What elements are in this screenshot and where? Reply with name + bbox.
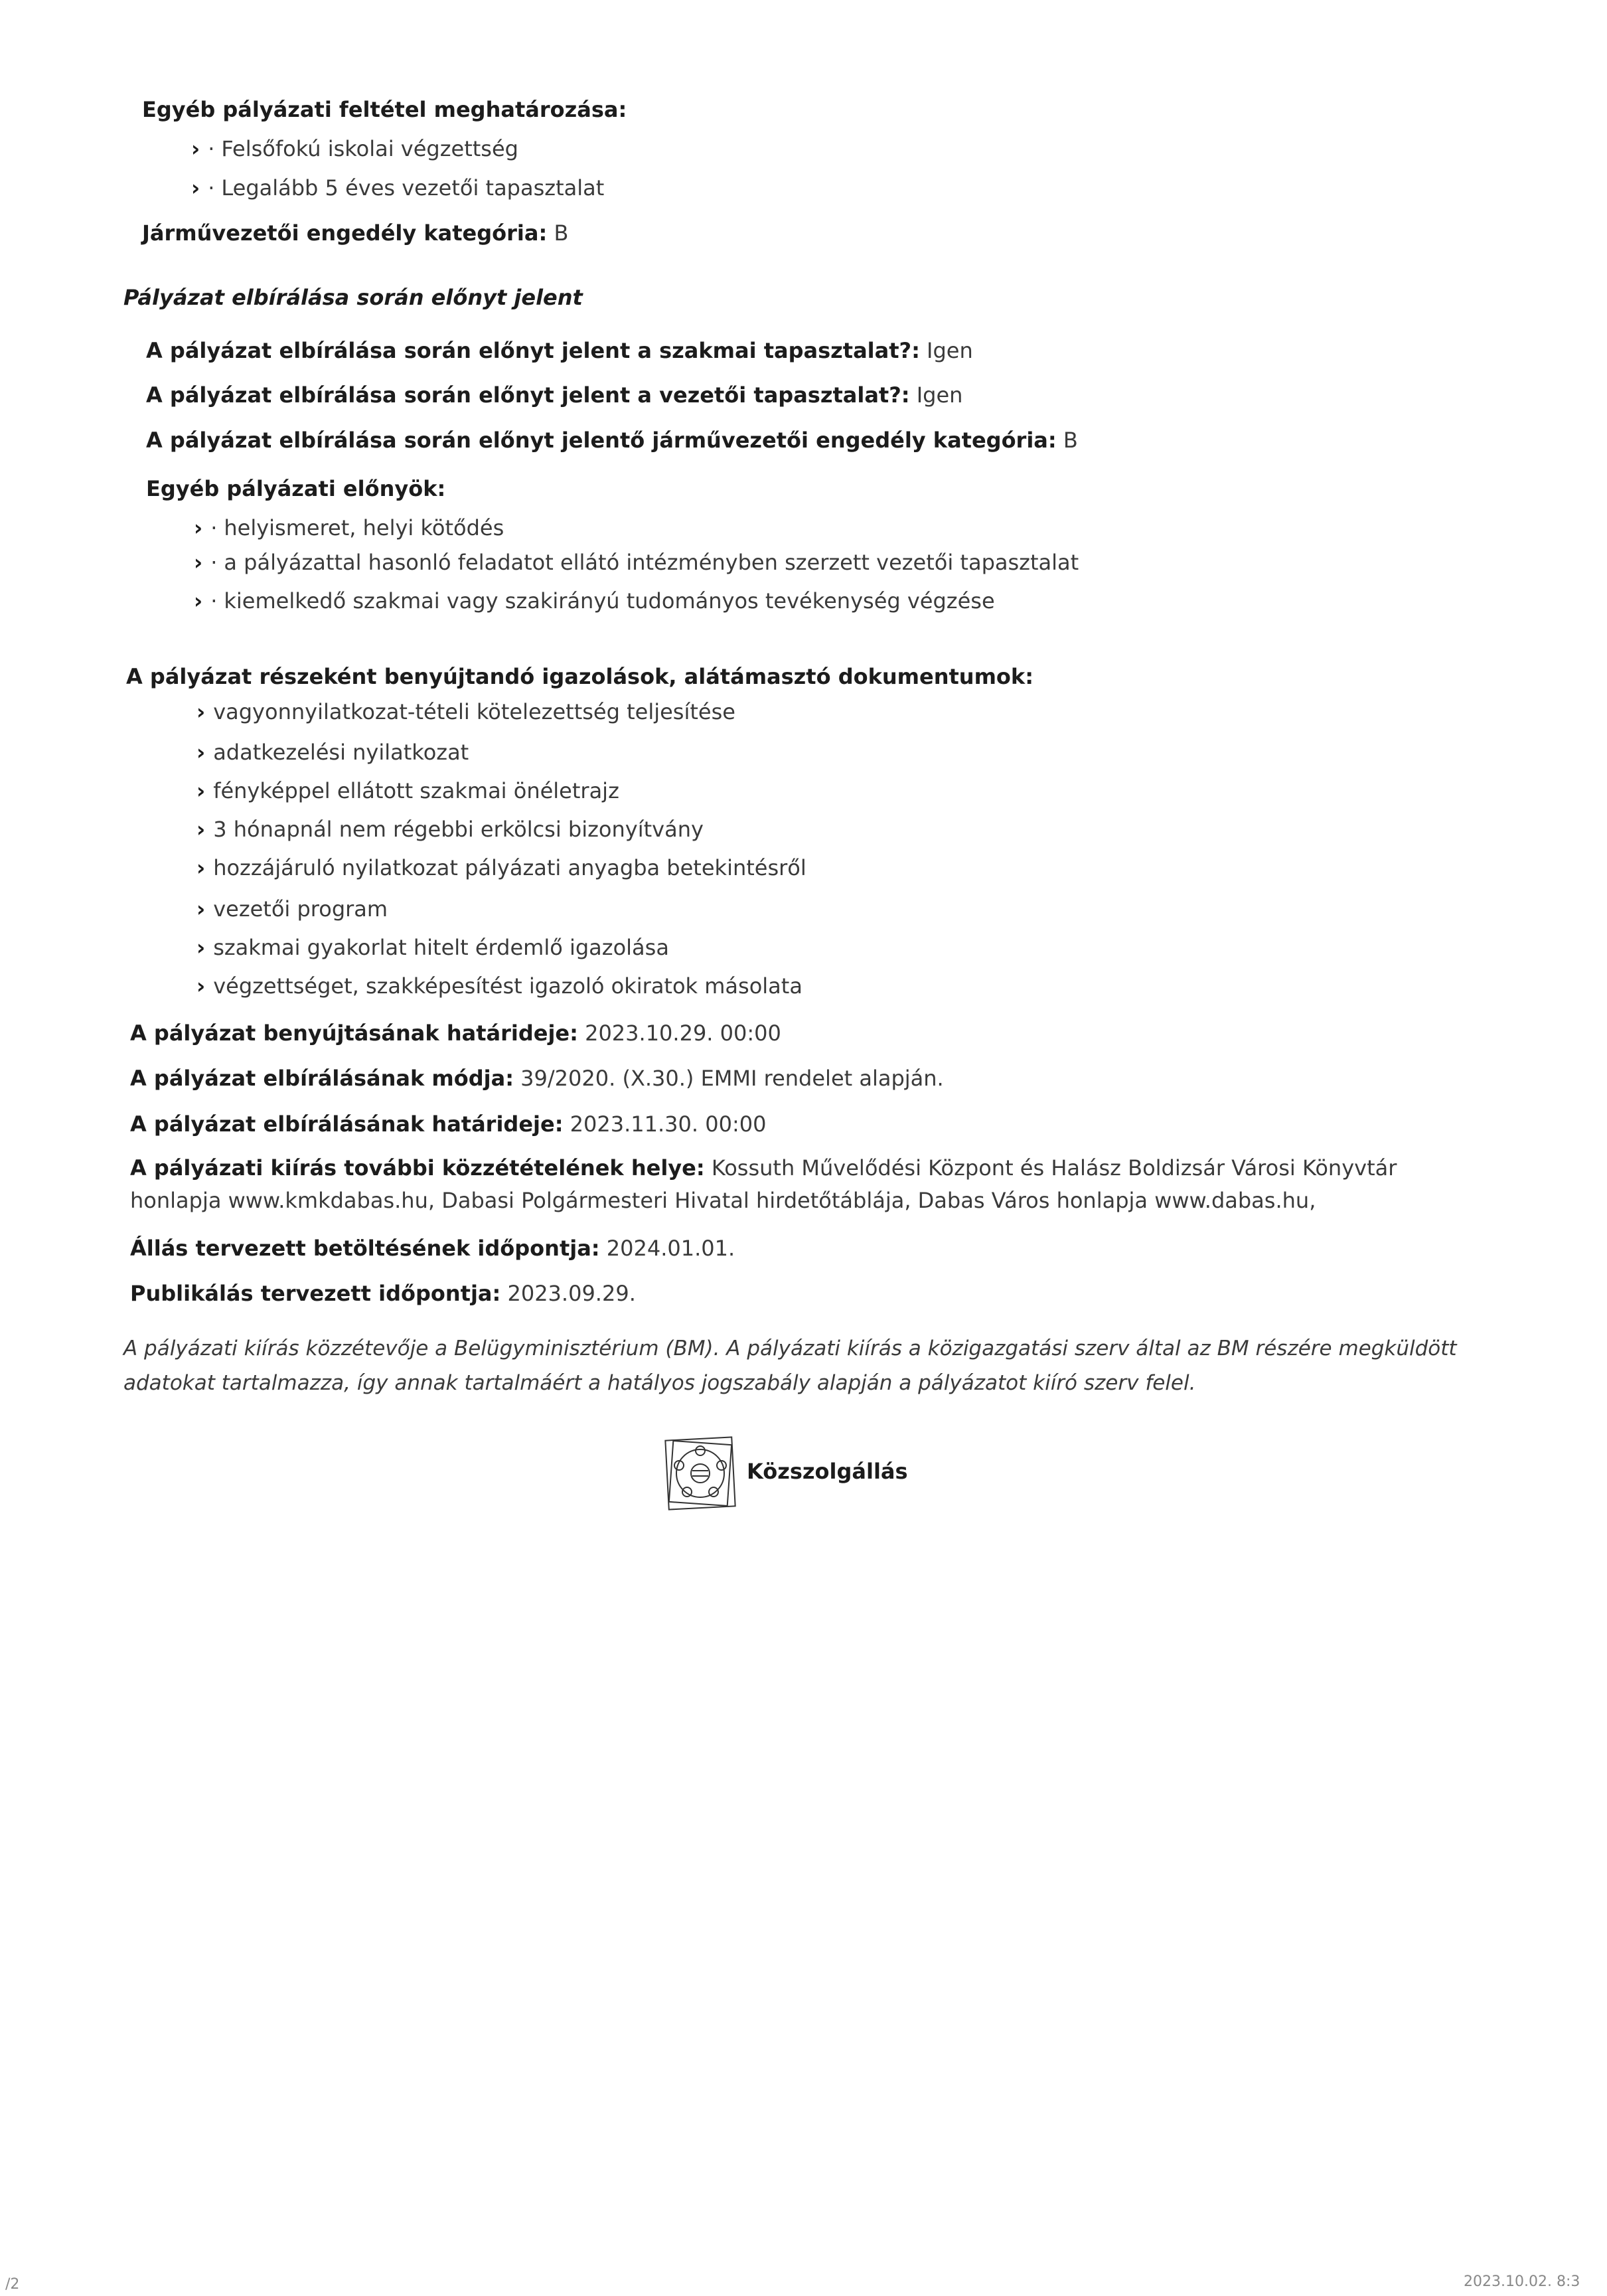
chevron-right-icon: ›: [196, 778, 206, 803]
chevron-right-icon: ›: [196, 699, 206, 724]
advantage-professional: A pályázat elbírálása során előnyt jelent a szakmai tapasztalat?: Igen: [146, 338, 973, 363]
bullet-dot: ·: [208, 136, 215, 161]
kozszolgallas-logo-icon: [660, 1431, 740, 1517]
bullet-dot: ·: [208, 175, 215, 201]
document-item: › 3 hónapnál nem régebbi erkölcsi bizonyítvány: [196, 817, 704, 842]
advantage-item: › · helyismeret, helyi kötődés: [194, 515, 504, 540]
planned-filling-date: Állás tervezett betöltésének időpontja: 2024.01.01.: [130, 1236, 735, 1261]
advantage-license: A pályázat elbírálása során előnyt jelentő járművezetői engedély kategória: B: [146, 428, 1078, 453]
other-advantages-heading: Egyéb pályázati előnyök:: [146, 476, 446, 501]
document-item: › adatkezelési nyilatkozat: [196, 740, 469, 765]
document-item: › vagyonnyilatkozat-tételi kötelezettség teljesítése: [196, 699, 735, 724]
evaluation-deadline: A pályázat elbírálásának határideje: 2023.11.30. 00:00: [130, 1111, 767, 1137]
planned-publish-date: Publikálás tervezett időpontja: 2023.09.29.: [130, 1281, 636, 1306]
bullet-dot: ·: [210, 515, 218, 540]
requirement-item: › · Legalább 5 éves vezetői tapasztalat: [191, 175, 605, 201]
chevron-right-icon: ›: [196, 973, 206, 999]
advantage-management: A pályázat elbírálása során előnyt jelent a vezetői tapasztalat?: Igen: [146, 382, 963, 408]
document-item: › végzettséget, szakképesítést igazoló okiratok másolata: [196, 973, 803, 999]
publication-place-continued: honlapja www.kmkdabas.hu, Dabasi Polgármesteri Hivatal hirdetőtáblája, Dabas Város honlapja www.dabas.hu,: [130, 1188, 1316, 1213]
chevron-right-icon: ›: [196, 855, 206, 880]
requirement-item: › · Felsőfokú iskolai végzettség: [191, 136, 518, 161]
chevron-right-icon: ›: [194, 588, 203, 614]
chevron-right-icon: ›: [196, 740, 206, 765]
license-requirement: Járművezetői engedély kategória: B: [142, 220, 569, 246]
chevron-right-icon: ›: [196, 935, 206, 960]
document-item: › hozzájáruló nyilatkozat pályázati anyagba betekintésről: [196, 855, 806, 880]
document-item: › fényképpel ellátott szakmai önéletrajz: [196, 778, 619, 803]
chevron-right-icon: ›: [194, 515, 203, 540]
document-item: › vezetői program: [196, 896, 388, 922]
logo-text: Közszolgállás: [747, 1459, 908, 1484]
requirements-heading: Egyéb pályázati feltétel meghatározása:: [142, 97, 627, 122]
chevron-right-icon: ›: [194, 550, 203, 575]
submission-deadline: A pályázat benyújtásának határideje: 2023.10.29. 00:00: [130, 1021, 781, 1046]
publisher-footnote: A pályázati kiírás közzétevője a Belügyminisztérium (BM). A pályázati kiírás a közigazgatási szerv által az BM részére megküldött adatokat tartalmazza, így annak tartalmáért a hatályos jogszabály alapján a pályázatot kiíró szerv felel.: [123, 1337, 1457, 1395]
chevron-right-icon: ›: [196, 817, 206, 842]
advantages-section-title: Pályázat elbírálása során előnyt jelent: [123, 285, 583, 310]
scan-timestamp: 2023.10.02. 8:3: [1464, 2273, 1580, 2290]
documents-heading: A pályázat részeként benyújtandó igazolások, alátámasztó dokumentumok:: [126, 664, 1033, 689]
publication-place: A pályázati kiírás további közzétételének helye: Kossuth Művelődési Központ és Halász Boldizsár Városi Könyvtár: [130, 1155, 1397, 1181]
evaluation-method: A pályázat elbírálásának módja: 39/2020. (X.30.) EMMI rendelet alapján.: [130, 1066, 944, 1091]
document-item: › szakmai gyakorlat hitelt érdemlő igazolása: [196, 935, 669, 960]
bullet-dot: ·: [210, 550, 218, 575]
advantage-item: › · a pályázattal hasonló feladatot ellátó intézményben szerzett vezetői tapasztalat: [194, 550, 1079, 575]
page-number: /2: [5, 2276, 20, 2293]
chevron-right-icon: ›: [191, 136, 200, 161]
chevron-right-icon: ›: [196, 896, 206, 922]
chevron-right-icon: ›: [191, 175, 200, 201]
advantage-item: › · kiemelkedő szakmai vagy szakirányú tudományos tevékenység végzése: [194, 588, 995, 614]
bullet-dot: ·: [210, 588, 218, 614]
